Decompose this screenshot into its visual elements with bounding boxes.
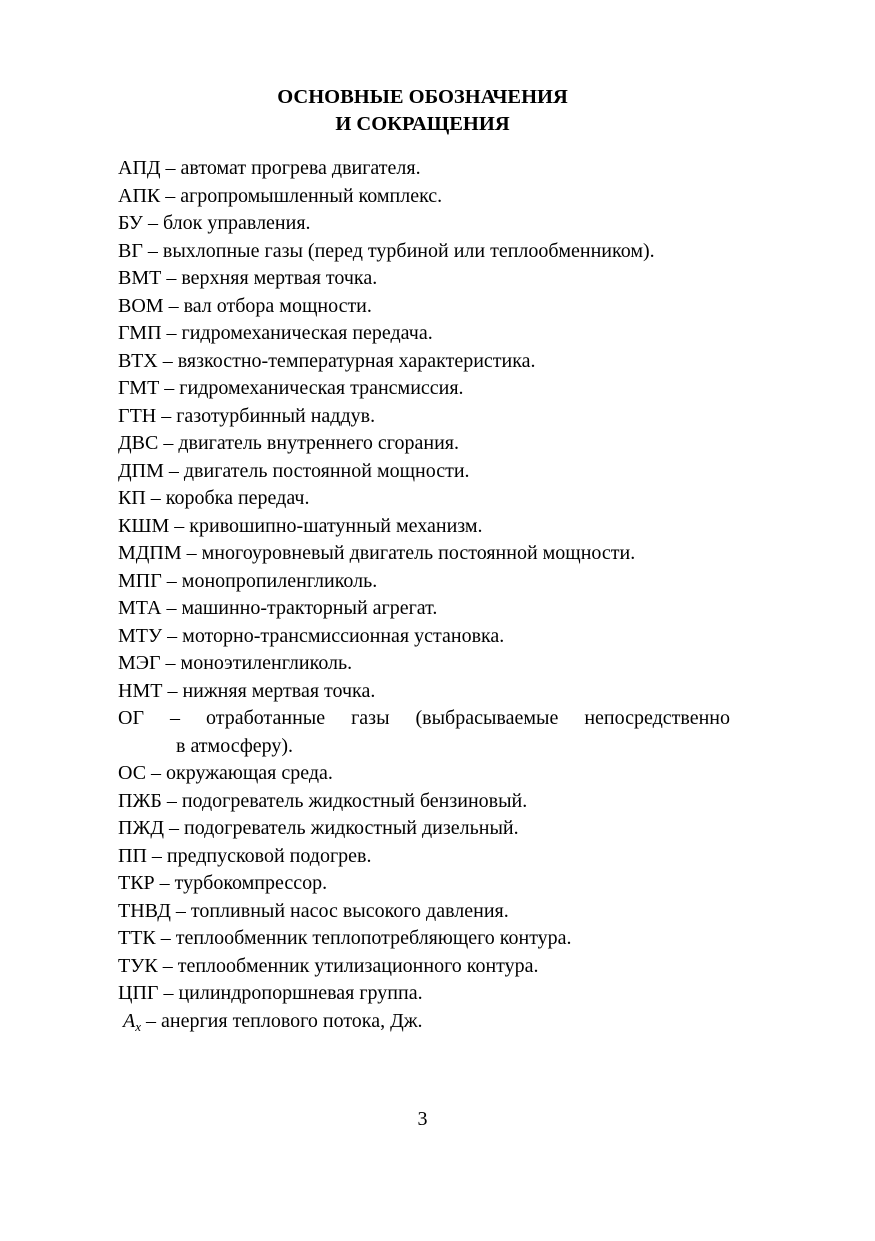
list-item: МДПМ – многоуровневый двигатель постоянной мощности. [118,542,636,564]
abbreviations-list [118,155,730,1035]
list-item-og [118,705,730,760]
list-item: ПП – предпусковой подогрев. [118,844,372,867]
list-item: ТНВД – топливный насос высокого давления. [118,899,509,922]
list-item: ДПМ – двигатель постоянной мощности. [118,459,470,482]
list-item: НМТ – нижняя мертвая точка. [118,679,376,702]
list-item: МПГ – монопропиленгликоль. [118,569,378,592]
list-item: АПК – агропромышленный комплекс. [118,184,443,207]
list-item: ТТК – теплообменник теплопотребляющего контура. [118,927,572,949]
page-title-line-1: ОСНОВНЫЕ ОБОЗНАЧЕНИЯ [277,86,568,108]
list-item: ВГ – выхлопные газы (перед турбиной или теплообменником). [118,239,655,262]
list-item: МТА – машинно-тракторный агрегат. [118,597,438,619]
list-item: ДВС – двигатель внутреннего сгорания. [118,432,459,454]
anergy-symbol-letter: A [123,1009,136,1032]
list-item: ГТН – газотурбинный наддув. [118,404,376,427]
list-item: ГМТ – гидромеханическая трансмиссия. [118,377,464,399]
list-item: МЭГ – моноэтиленгликоль. [118,652,353,674]
list-item: АПД – автомат прогрева двигателя. [118,157,421,179]
list-item: КП – коробка передач. [118,487,310,509]
list-item: КШМ – кривошипно-шатунный механизм. [118,514,483,537]
list-item: ТКР – турбокомпрессор. [118,872,328,894]
list-item: ГМП – гидромеханическая передача. [118,322,433,344]
page-title [0,84,845,138]
anergy-symbol-subscript: x [135,1018,141,1034]
page-number: 3 [417,1108,428,1130]
page-title-line-2: И СОКРАЩЕНИЯ [335,113,510,135]
list-item: ПЖБ – подогреватель жидкостный бензиновый. [118,789,528,812]
list-item: ТУК – теплообменник утилизационного контура. [118,954,539,977]
list-item: БУ – блок управления. [118,212,311,234]
list-item: ВТХ – вязкостно-температурная характеристика. [118,349,536,372]
anergy-definition: – анергия теплового потока, Дж. [141,1009,423,1032]
list-item: ЦПГ – цилиндропоршневая группа. [118,982,423,1004]
list-item: ВОМ – вал отбора мощности. [118,294,372,317]
list-item-og-line-2: в атмосферу). [176,734,294,757]
anergy-symbol [118,1010,141,1032]
list-item: МТУ – моторно-трансмиссионная установка. [118,624,505,647]
list-item: ВМТ – верхняя мертвая точка. [118,267,378,289]
list-item-anergy [118,1008,730,1036]
list-item: ОС – окружающая среда. [118,762,333,784]
list-item-og-line-1: ОГ – отработанные газы (выбрасываемые непосредственно [118,707,730,729]
list-item: ПЖД – подогреватель жидкостный дизельный. [118,817,519,839]
